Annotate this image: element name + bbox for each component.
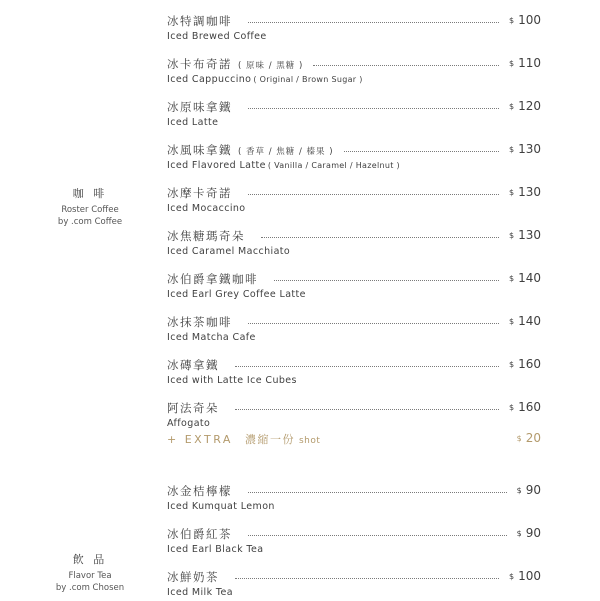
item-name-en-text: Iced Mocaccino	[167, 203, 246, 214]
menu-item	[167, 269, 541, 303]
item-name-en-text: Iced Brewed Coffee	[167, 31, 267, 42]
price-value: 100	[518, 569, 541, 583]
item-name-en	[167, 74, 363, 85]
price-value: 90	[525, 483, 541, 497]
menu-item-header	[167, 97, 541, 115]
item-name-zh	[167, 400, 225, 416]
item-name-zh	[167, 13, 238, 29]
item-name-zh-text: 冰卡布奇諾	[167, 57, 232, 71]
item-name-zh	[167, 357, 225, 373]
item-name-en	[167, 418, 212, 429]
menu-item	[167, 183, 541, 217]
menu-item	[167, 524, 541, 558]
leader-dots	[248, 535, 507, 536]
price-value: 20	[525, 431, 541, 445]
category-subtitle-line: Roster Coffee	[61, 205, 119, 215]
menu-item	[167, 398, 541, 432]
item-price	[509, 185, 541, 199]
menu-item-header	[167, 481, 541, 499]
menu-item-header	[167, 183, 541, 201]
category-subtitle	[42, 570, 138, 594]
item-name-zh	[167, 526, 238, 542]
item-price	[509, 400, 541, 414]
item-name-en	[167, 31, 269, 42]
menu-item	[167, 226, 541, 260]
item-options-zh: ( 原味 / 黑糖 )	[238, 61, 304, 71]
menu-item	[167, 312, 541, 346]
price-value: 160	[518, 400, 541, 414]
menu-item	[167, 54, 541, 88]
item-name-zh	[167, 569, 225, 585]
item-name-en-text: Iced Cappuccino	[167, 74, 252, 85]
menu-item-header	[167, 398, 541, 416]
item-name-en	[167, 375, 299, 386]
item-name-zh-text: 冰摩卡奇諾	[167, 186, 232, 200]
leader-dots	[235, 366, 499, 367]
price-value: 140	[518, 271, 541, 285]
currency-symbol: $	[516, 486, 522, 495]
item-name-en-text: Iced Earl Black Tea	[167, 544, 264, 555]
price-value: 90	[525, 526, 541, 540]
currency-symbol: $	[509, 16, 515, 25]
item-name-en	[167, 501, 277, 512]
menu-item-header	[167, 226, 541, 244]
item-name-en-text: Iced Milk Tea	[167, 587, 233, 598]
item-price	[509, 13, 541, 27]
item-price	[509, 357, 541, 371]
item-price	[509, 99, 541, 113]
price-value: 140	[518, 314, 541, 328]
item-name-zh-text: 冰伯爵紅茶	[167, 527, 232, 541]
leader-dots	[261, 237, 499, 238]
extra-price	[517, 431, 541, 445]
item-name-en	[167, 246, 292, 257]
extra-shot-text: shot	[298, 436, 321, 446]
item-name-en-text: Iced Earl Grey Coffee Latte	[167, 289, 306, 300]
currency-symbol: $	[509, 102, 515, 111]
leader-dots	[274, 280, 499, 281]
menu-item-header	[167, 11, 541, 29]
menu-item-header	[167, 140, 541, 158]
item-name-zh	[167, 483, 238, 499]
extra-title: + EXTRA	[167, 433, 233, 446]
price-value: 160	[518, 357, 541, 371]
item-options-en: ( Original / Brown Sugar )	[253, 75, 363, 84]
menu-item-header	[167, 355, 541, 373]
currency-symbol: $	[516, 434, 522, 443]
item-name-en-text: Affogato	[167, 418, 211, 429]
item-name-zh-text: 冰抹茶咖啡	[167, 315, 232, 329]
item-price	[509, 56, 541, 70]
leader-dots	[248, 492, 507, 493]
currency-symbol: $	[509, 231, 515, 240]
item-price	[517, 526, 541, 540]
item-price	[509, 228, 541, 242]
item-name-zh	[167, 99, 238, 115]
item-name-en-text: Iced with Latte Ice Cubes	[167, 375, 297, 386]
price-value: 130	[518, 228, 541, 242]
item-price	[509, 314, 541, 328]
item-name-zh	[167, 142, 334, 158]
price-value: 130	[518, 185, 541, 199]
menu-item-header	[167, 269, 541, 287]
item-price	[517, 483, 541, 497]
item-price	[509, 271, 541, 285]
item-name-en	[167, 332, 258, 343]
item-name-zh-text: 冰磚拿鐵	[167, 358, 219, 372]
category-title: 咖 啡	[72, 187, 108, 200]
menu-item	[167, 567, 541, 601]
menu-item	[167, 140, 541, 174]
currency-symbol: $	[509, 360, 515, 369]
menu-item	[167, 11, 541, 45]
category-subtitle	[42, 204, 138, 228]
extra-label	[167, 431, 320, 447]
leader-dots	[344, 151, 499, 152]
leader-dots	[248, 22, 499, 23]
item-name-zh-text: 阿法奇朵	[167, 401, 219, 415]
menu-item-header	[167, 524, 541, 542]
category-subtitle-line: by .com Chosen	[55, 583, 125, 593]
leader-dots	[235, 409, 499, 410]
item-name-en-text: Iced Caramel Macchiato	[167, 246, 291, 257]
item-name-en	[167, 117, 220, 128]
currency-symbol: $	[516, 529, 522, 538]
price-value: 120	[518, 99, 541, 113]
item-name-zh-text: 冰風味拿鐵	[167, 143, 232, 157]
menu-item-header	[167, 312, 541, 330]
leader-dots	[313, 65, 499, 66]
category-tea	[42, 552, 138, 594]
item-price	[509, 142, 541, 156]
item-name-en-text: Iced Latte	[167, 117, 219, 128]
menu-item	[167, 97, 541, 131]
item-name-zh-text: 冰鮮奶茶	[167, 570, 219, 584]
item-name-en	[167, 289, 308, 300]
item-name-zh	[167, 185, 238, 201]
item-name-zh-text: 冰焦糖瑪奇朵	[167, 229, 245, 243]
menu-item-header	[167, 567, 541, 585]
leader-dots	[248, 194, 499, 195]
item-name-zh-text: 冰特調咖啡	[167, 14, 232, 28]
extra-shot-row	[167, 429, 541, 447]
category-title: 飲 品	[72, 553, 108, 566]
currency-symbol: $	[509, 59, 515, 68]
leader-dots	[235, 578, 499, 579]
item-name-zh	[167, 56, 303, 72]
item-options-zh: ( 香草 / 焦糖 / 榛果 )	[238, 147, 334, 157]
item-options-en: ( Vanilla / Caramel / Hazelnut )	[267, 161, 400, 170]
item-name-zh-text: 冰金桔檸檬	[167, 484, 232, 498]
currency-symbol: $	[509, 188, 515, 197]
item-name-zh-text: 冰伯爵拿鐵咖啡	[167, 272, 258, 286]
leader-dots	[248, 108, 499, 109]
category-subtitle-line: Flavor Tea	[68, 571, 112, 581]
item-name-en-text: Iced Flavored Latte	[167, 160, 266, 171]
category-subtitle-line: by .com Coffee	[57, 217, 123, 227]
menu-item-header	[167, 54, 541, 72]
item-name-en	[167, 160, 400, 171]
item-name-en-text: Iced Kumquat Lemon	[167, 501, 275, 512]
currency-symbol: $	[509, 403, 515, 412]
price-value: 130	[518, 142, 541, 156]
extra-description: 濃縮一份	[244, 433, 295, 446]
menu-item	[167, 355, 541, 389]
currency-symbol: $	[509, 572, 515, 581]
category-coffee	[42, 186, 138, 228]
item-price	[509, 569, 541, 583]
currency-symbol: $	[509, 317, 515, 326]
price-value: 110	[518, 56, 541, 70]
price-value: 100	[518, 13, 541, 27]
currency-symbol: $	[509, 145, 515, 154]
item-name-en	[167, 203, 248, 214]
item-name-zh	[167, 228, 251, 244]
menu-item	[167, 481, 541, 515]
item-name-en	[167, 544, 266, 555]
item-name-zh	[167, 314, 238, 330]
item-name-zh-text: 冰原味拿鐵	[167, 100, 232, 114]
leader-dots	[248, 323, 499, 324]
currency-symbol: $	[509, 274, 515, 283]
item-name-en	[167, 587, 235, 598]
item-name-en-text: Iced Matcha Cafe	[167, 332, 256, 343]
item-name-zh	[167, 271, 264, 287]
